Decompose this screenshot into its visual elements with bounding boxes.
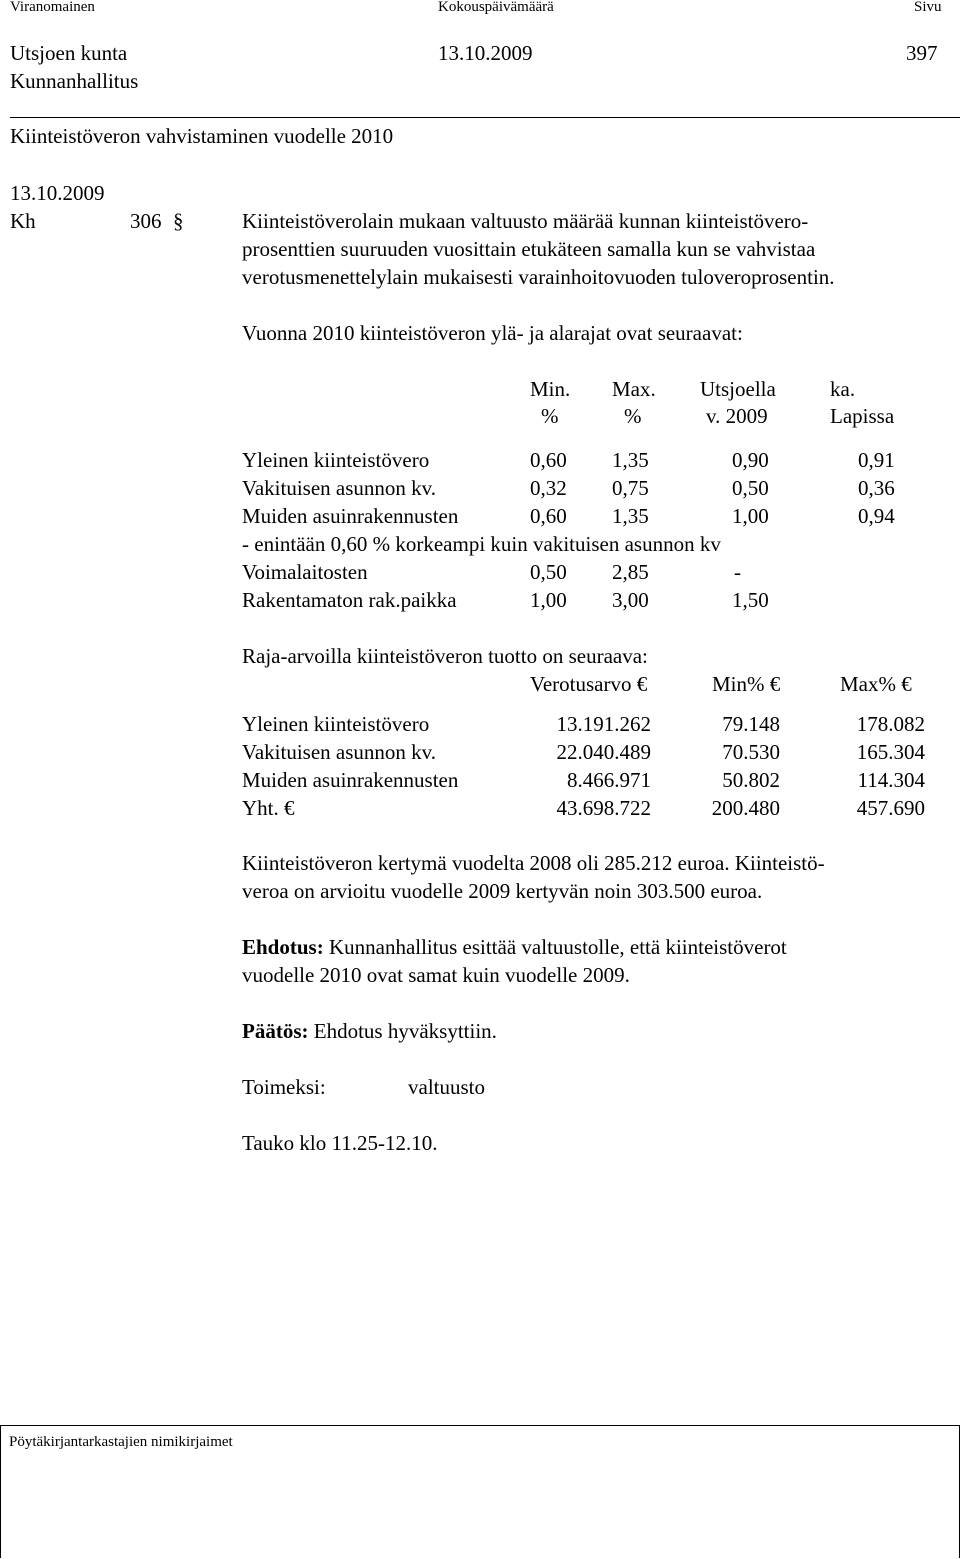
limits-row-max: 2,85: [612, 560, 649, 584]
yield-row-value: 13.191.262: [556, 712, 651, 736]
limits-row-max: 1,35: [612, 448, 649, 472]
yield-row-min: 50.802: [722, 768, 780, 792]
section-title: Kiinteistöveron vahvistaminen vuodelle 2010: [10, 124, 394, 148]
yield-row-label: Muiden asuinrakennusten: [242, 768, 459, 792]
yield-row-max: 178.082: [856, 712, 925, 736]
yield-header-min: Min% €: [712, 672, 781, 696]
section-date: 13.10.2009: [10, 181, 105, 205]
yield-total-min: 200.480: [711, 796, 780, 820]
header-organization: Utsjoen kunta: [10, 41, 128, 65]
decision-text: Ehdotus hyväksyttiin.: [308, 1019, 497, 1043]
intro-line-1: Kiinteistöverolain mukaan valtuusto määrää kunnan kiinteistövero-: [242, 209, 809, 233]
kh-number: 306: [130, 209, 162, 233]
intro-line-3: verotusmenettelylain mukaisesti varainhoitovuoden tuloveroprosentin.: [242, 265, 835, 289]
actions-label: Toimeksi:: [242, 1075, 326, 1099]
limits-row-lappi: 0,91: [858, 448, 895, 472]
limits-header-utsjoki: Utsjoella: [700, 377, 776, 401]
yield-row-min: 70.530: [722, 740, 780, 764]
limits-header-min: Min.: [530, 377, 571, 401]
proposal-label: Ehdotus:: [242, 935, 324, 959]
proposal-line-2: vuodelle 2010 ovat samat kuin vuodelle 2009.: [242, 963, 630, 987]
accrual-line-1: Kiinteistöveron kertymä vuodelta 2008 oli 285.212 euroa. Kiinteistö-: [242, 851, 825, 875]
decision-line: [242, 1021, 497, 1042]
signature-label: Pöytäkirjantarkastajien nimikirjaimet: [9, 1434, 233, 1450]
kh-label: Kh: [10, 209, 36, 233]
limits-row-label: Rakentamaton rak.paikka: [242, 588, 457, 612]
limits-row-utsjoki: 0,90: [732, 448, 769, 472]
limits-header-max: Max.: [612, 377, 656, 401]
limits-subheader-max: %: [624, 404, 642, 428]
limits-row-utsjoki: 0,50: [732, 476, 769, 500]
yield-row-value: 8.466.971: [567, 768, 651, 792]
yield-row-label: Vakituisen asunnon kv.: [242, 740, 437, 764]
paragraph-sign: §: [173, 209, 184, 233]
break-note: Tauko klo 11.25-12.10.: [242, 1131, 438, 1155]
limits-row-min: 0,50: [530, 560, 567, 584]
yield-header-value: Verotusarvo €: [530, 672, 648, 696]
limits-row-label: Yleinen kiinteistövero: [242, 448, 430, 472]
decision-label: Päätös:: [242, 1019, 309, 1043]
limits-row-min: 1,00: [530, 588, 567, 612]
header-col-page: Sivu: [914, 0, 942, 15]
intro-line-2: prosenttien suuruuden vuosittain etukäteen samalla kun se vahvistaa: [242, 237, 816, 261]
header-date: 13.10.2009: [438, 41, 533, 65]
limits-row-label: Voimalaitosten: [242, 560, 368, 584]
header-page-number: 397: [906, 41, 938, 65]
yield-row-label: Yleinen kiinteistövero: [242, 712, 430, 736]
yield-total-value: 43.698.722: [556, 796, 651, 820]
signature-box: [0, 1425, 960, 1558]
limits-row-max: 3,00: [612, 588, 649, 612]
limits-row-utsjoki: -: [734, 560, 741, 584]
yield-total-max: 457.690: [856, 796, 925, 820]
yield-row-min: 79.148: [722, 712, 780, 736]
limits-subheader-min: %: [541, 404, 559, 428]
header-body: Kunnanhallitus: [10, 69, 139, 93]
header-col-meeting-date: Kokouspäivämäärä: [438, 0, 554, 15]
limits-row-min: 0,60: [530, 504, 567, 528]
limits-row-lappi: 0,36: [858, 476, 895, 500]
limits-row-max: 0,75: [612, 476, 649, 500]
limits-row-label: Vakituisen asunnon kv.: [242, 476, 437, 500]
accrual-line-2: veroa on arvioitu vuodelle 2009 kertyvän noin 303.500 euroa.: [242, 879, 763, 903]
actions-value: valtuusto: [408, 1075, 485, 1099]
limits-header-lappi: ka.: [830, 377, 856, 401]
proposal-text: Kunnanhallitus esittää valtuustolle, että kiinteistöverot: [323, 935, 787, 959]
yield-row-max: 114.304: [857, 768, 925, 792]
header-col-authority: Viranomainen: [10, 0, 95, 15]
limits-row-lappi: 0,94: [858, 504, 895, 528]
yield-row-max: 165.304: [856, 740, 925, 764]
limits-subheader-lappi: Lapissa: [830, 404, 895, 428]
header-divider: [10, 117, 960, 118]
proposal-line-1: [242, 937, 787, 958]
yield-total-label: Yht. €: [242, 796, 295, 820]
yield-row-value: 22.040.489: [556, 740, 651, 764]
limits-row-min: 0,32: [530, 476, 567, 500]
limits-row-max: 1,35: [612, 504, 649, 528]
limits-row-label: Muiden asuinrakennusten: [242, 504, 459, 528]
yield-header-max: Max% €: [840, 672, 912, 696]
limits-subheader-utsjoki: v. 2009: [706, 404, 768, 428]
yield-heading: Raja-arvoilla kiinteistöveron tuotto on seuraava:: [242, 644, 648, 668]
limits-row-utsjoki: 1,00: [732, 504, 769, 528]
limits-heading: Vuonna 2010 kiinteistöveron ylä- ja alarajat ovat seuraavat:: [242, 321, 743, 345]
limits-row-min: 0,60: [530, 448, 567, 472]
limits-row-note: - enintään 0,60 % korkeampi kuin vakituisen asunnon kv: [242, 532, 721, 556]
limits-row-utsjoki: 1,50: [732, 588, 769, 612]
